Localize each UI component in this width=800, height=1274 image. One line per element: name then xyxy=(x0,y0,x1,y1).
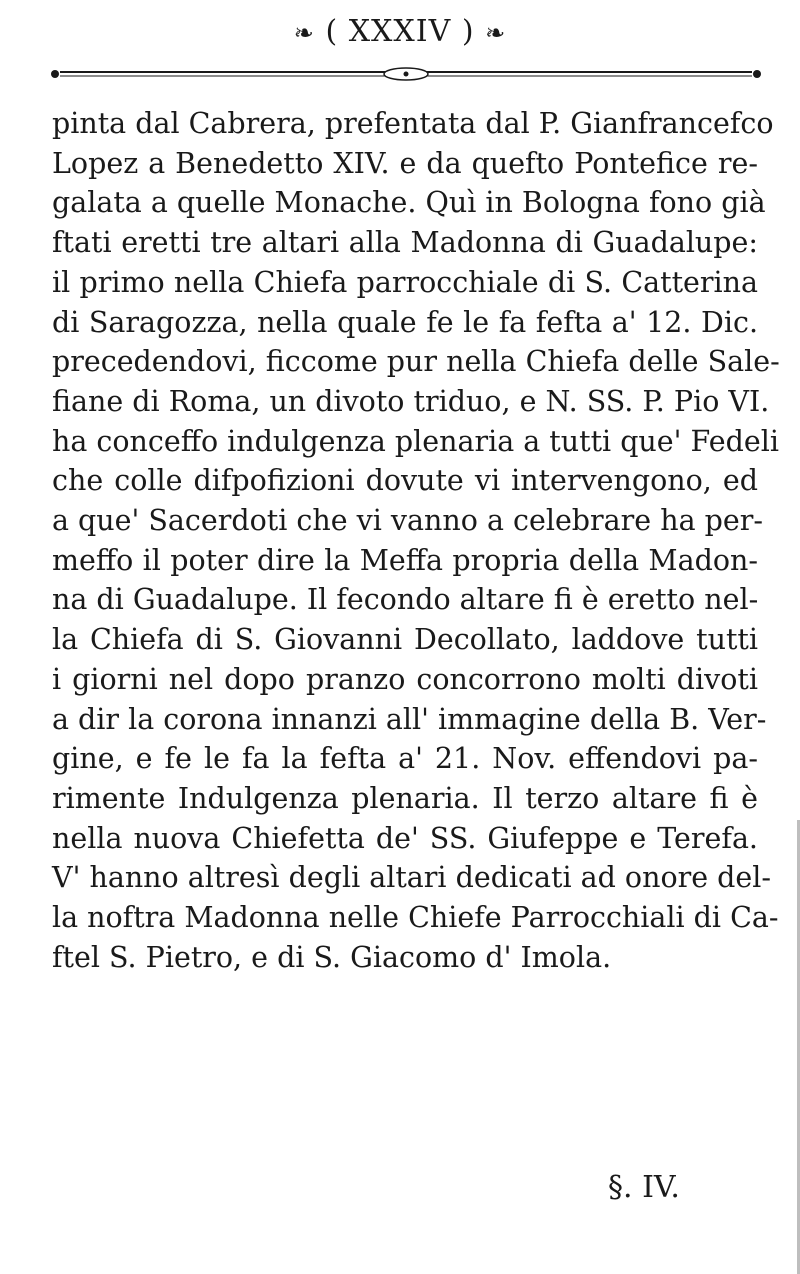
text-line: meffo il poter dire la Meffa propria della Madon- xyxy=(52,543,758,577)
text-line: gine, e fe le fa la fefta a' 21. Nov. effendovi pa- xyxy=(52,742,758,776)
text-line: pinta dal Cabrera, prefentata dal P. Gianfrancefco xyxy=(52,107,774,140)
fleuron-left-icon: ❧ xyxy=(293,19,315,47)
text-line: che colle difpofizioni dovute vi intervengono, ed xyxy=(52,464,758,498)
page-number: ( XXXIV ) xyxy=(325,14,475,49)
text-line: di Saragozza, nella quale fe le fa fefta a' 12. Dic. xyxy=(52,305,758,339)
text-line: na di Guadalupe. Il fecondo altare fi è eretto nel- xyxy=(52,583,759,617)
text-line: Lopez a Benedetto XIV. e da quefto Pontefice re- xyxy=(52,146,758,180)
text-line: i giorni nel dopo pranzo concorrono molti divoti xyxy=(52,662,758,696)
text-line: precedendovi, ficcome pur nella Chiefa delle Sale- xyxy=(52,345,780,379)
running-head xyxy=(0,14,800,49)
fleuron-right-icon: ❧ xyxy=(485,19,507,47)
text-line: nella nuova Chiefetta de' SS. Giufeppe e Terefa. xyxy=(52,821,758,855)
text-line: la Chiefa di S. Giovanni Decollato, laddove tutti xyxy=(52,623,758,657)
ornamental-rule xyxy=(50,66,762,82)
text-line: galata a quelle Monache. Quì in Bologna fono già xyxy=(52,186,766,220)
text-line: a dir la corona innanzi all' immagine della B. Ver- xyxy=(52,702,767,736)
text-line: ftel S. Pietro, e di S. Giacomo d' Imola. xyxy=(52,940,612,974)
body-text xyxy=(52,104,780,977)
text-line: rimente Indulgenza plenaria. Il terzo altare fi è xyxy=(52,781,758,815)
text-line: a que' Sacerdoti che vi vanno a celebrare ha per- xyxy=(52,504,763,538)
catchword: §. IV. xyxy=(608,1170,680,1205)
text-line: il primo nella Chiefa parrocchiale di S. Catterina xyxy=(52,265,758,299)
text-line: la noftra Madonna nelle Chiefe Parrocchiali di Ca- xyxy=(52,901,779,935)
text-line: fiane di Roma, un divoto triduo, e N. SS. P. Pio VI. xyxy=(52,384,770,418)
text-line: ftati eretti tre altari alla Madonna di Guadalupe: xyxy=(52,226,758,260)
text-line: ha conceffo indulgenza plenaria a tutti que' Fedeli xyxy=(52,424,779,458)
text-line: V' hanno altresì degli altari dedicati ad onore del- xyxy=(52,861,772,895)
